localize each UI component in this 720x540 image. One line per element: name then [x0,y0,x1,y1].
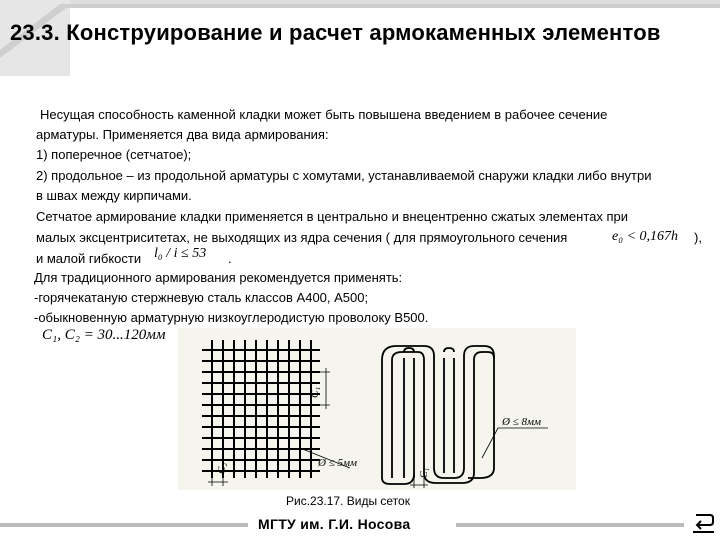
paragraph-line: Несущая способность каменной кладки может быть повышена введением в рабочее сечение [40,107,608,122]
paragraph-line: малых эксцентриситетах, не выходящих из ядра сечения ( для прямоугольного сечения [36,230,568,245]
slenderness-formula: l₀ / i ≤ 53 [154,246,207,261]
eccentricity-formula: e₀ < 0,167h [612,229,679,244]
paragraph-line: арматуры. Применяется два вида армирования: [36,127,329,142]
label-diameter-right: Ø ≤ 8мм [502,416,542,428]
paragraph-line: Для традиционного армирования рекомендуется применять: [34,270,403,285]
mesh-drawing [178,328,576,490]
list-item: -горячекатаную стержневую сталь классов А400, А500; [34,290,369,305]
list-item: 1) поперечное (сетчатое); [36,147,192,162]
paragraph-line-end: . [228,251,232,266]
figure-caption: Рис.23.17. Виды сеток [286,494,410,508]
list-item: -обыкновенную арматурную низкоуглеродистую проволоку В500. [34,310,429,325]
label-diameter-left: Ø ≤ 5мм [318,457,358,469]
label-c2: C₂ [216,462,228,474]
page-title: 23.3. Конструирование и расчет армокаменных элементов [10,20,661,45]
return-button[interactable] [690,508,716,534]
label-c-right: C₁ [419,467,430,478]
list-item: 2) продольное – из продольной арматуры с хомутами, устанавливаемой снаружи кладки либо внутри [36,168,652,183]
title-bar [0,0,720,76]
return-arrow-icon [690,508,716,534]
label-c1: C₁ [309,386,321,398]
paragraph-line: в швах между кирпичами. [36,188,192,203]
paragraph-line-end: ), [694,230,702,245]
footer-org: МГТУ им. Г.И. Носова [258,516,411,532]
spacing-formula: C₁, C₂ = 30...120мм [42,327,166,343]
footer-bar-left [0,523,248,527]
footer-bar-right [456,523,684,527]
figure-mesh-types [178,328,576,490]
paragraph-line: Сетчатое армирование кладки применяется в центрально и внецентренно сжатых элементах при [36,209,629,224]
paragraph-line: и малой гибкости [36,251,142,266]
